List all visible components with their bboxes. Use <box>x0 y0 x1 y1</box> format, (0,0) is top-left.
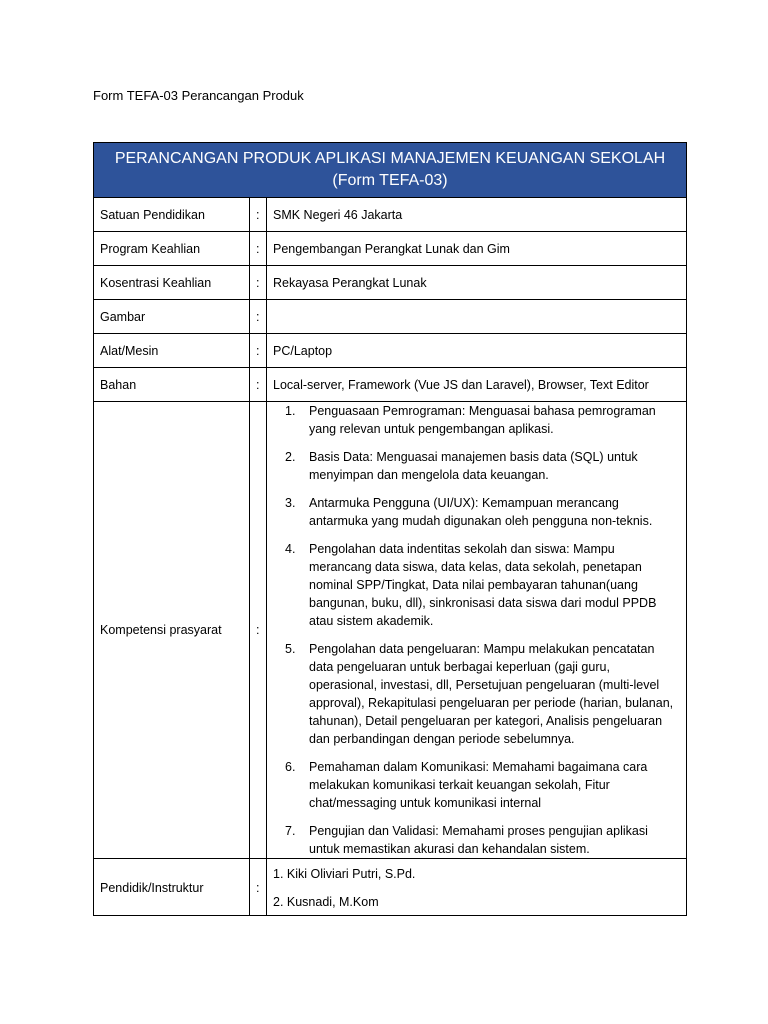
row-alat-mesin <box>94 334 687 368</box>
row-value: Pengembangan Perangkat Lunak dan Gim <box>267 232 687 266</box>
row-label: Program Keahlian <box>94 232 250 266</box>
list-item-text: Antarmuka Pengguna (UI/UX): Kemampuan merancang antarmuka yang mudah digunakan oleh pengguna non-teknis. <box>309 496 653 528</box>
row-pendidik <box>94 859 687 916</box>
row-value: PC/Laptop <box>267 334 687 368</box>
row-program-keahlian <box>94 232 687 266</box>
row-colon: : <box>250 402 267 859</box>
list-item-text: Pengolahan data indentitas sekolah dan siswa: Mampu merancang data siswa, data kelas, data sekolah, penetapan nominal SPP/Tingkat, Data nilai pembayaran tahunan(uang bangunan, buku, dll), sinkronisasi data siswa dari modul PPDB atau sistem akademik. <box>309 542 657 628</box>
list-item <box>285 640 676 748</box>
list-item: 2. Kusnadi, M.Kom <box>273 895 379 909</box>
row-label: Pendidik/Instruktur <box>94 859 250 916</box>
row-bahan <box>94 368 687 402</box>
row-label: Satuan Pendidikan <box>94 198 250 232</box>
list-item-text: Pemahaman dalam Komunikasi: Memahami bagaimana cara melakukan komunikasi terkait keuangan sekolah, Fitur chat/messaging untuk komunikasi internal <box>309 760 648 810</box>
list-item-number: 4. <box>285 542 296 556</box>
form-title <box>94 143 687 198</box>
row-value: SMK Negeri 46 Jakarta <box>267 198 687 232</box>
row-value <box>267 300 687 334</box>
list-item-number: 3. <box>285 496 296 510</box>
row-label: Alat/Mesin <box>94 334 250 368</box>
row-kosentrasi-keahlian <box>94 266 687 300</box>
form-table <box>93 142 687 916</box>
list-item-text: Basis Data: Menguasai manajemen basis data (SQL) untuk menyimpan dan mengelola data keuangan. <box>309 450 638 482</box>
row-colon: : <box>250 859 267 916</box>
list-item <box>285 494 676 530</box>
pendidik-list-cell <box>267 859 687 916</box>
list-item-number: 2. <box>285 450 296 464</box>
row-colon: : <box>250 198 267 232</box>
list-item-number: 1. <box>285 404 296 418</box>
list-item: 1. Kiki Oliviari Putri, S.Pd. <box>273 867 416 881</box>
list-item <box>285 822 676 858</box>
list-item-number: 5. <box>285 642 296 656</box>
row-value: Rekayasa Perangkat Lunak <box>267 266 687 300</box>
row-colon: : <box>250 300 267 334</box>
row-gambar <box>94 300 687 334</box>
row-colon: : <box>250 334 267 368</box>
list-item-text: Pengujian dan Validasi: Memahami proses pengujian aplikasi untuk memastikan akurasi dan kehandalan sistem. <box>309 824 648 856</box>
row-label: Kosentrasi Keahlian <box>94 266 250 300</box>
pendidik-list <box>273 865 680 911</box>
row-satuan-pendidikan <box>94 198 687 232</box>
list-item <box>285 758 676 812</box>
list-item-number: 7. <box>285 824 296 838</box>
kompetensi-list <box>273 402 680 858</box>
row-colon: : <box>250 368 267 402</box>
list-item <box>285 402 676 438</box>
kompetensi-list-cell <box>267 402 687 859</box>
row-colon: : <box>250 266 267 300</box>
document-header: Form TEFA-03 Perancangan Produk <box>93 88 304 103</box>
form-title-line2: (Form TEFA-03) <box>332 172 448 189</box>
list-item-text: Penguasaan Pemrograman: Menguasai bahasa pemrograman yang relevan untuk pengembangan aplikasi. <box>309 404 656 436</box>
row-colon: : <box>250 232 267 266</box>
form-title-line1: PERANCANGAN PRODUK APLIKASI MANAJEMEN KEUANGAN SEKOLAH <box>114 150 666 167</box>
list-item <box>285 448 676 484</box>
list-item-number: 6. <box>285 760 296 774</box>
row-kompetensi <box>94 402 687 859</box>
list-item <box>285 540 676 630</box>
row-label: Kompetensi prasyarat <box>94 402 250 859</box>
row-label: Gambar <box>94 300 250 334</box>
row-value: Local-server, Framework (Vue JS dan Laravel), Browser, Text Editor <box>267 368 687 402</box>
row-label: Bahan <box>94 368 250 402</box>
list-item-text: Pengolahan data pengeluaran: Mampu melakukan pencatatan data pengeluaran untuk berbagai keperluan (gaji guru, operasional, investasi, dll, Persetujuan pengeluaran (multi-level approval), Rekapitulasi pengeluaran per periode (harian, bulanan, tahunan), Detail pengeluaran per kategori, Analisis pengeluaran dan perbandingan dengan periode sebelumnya. <box>309 642 674 746</box>
